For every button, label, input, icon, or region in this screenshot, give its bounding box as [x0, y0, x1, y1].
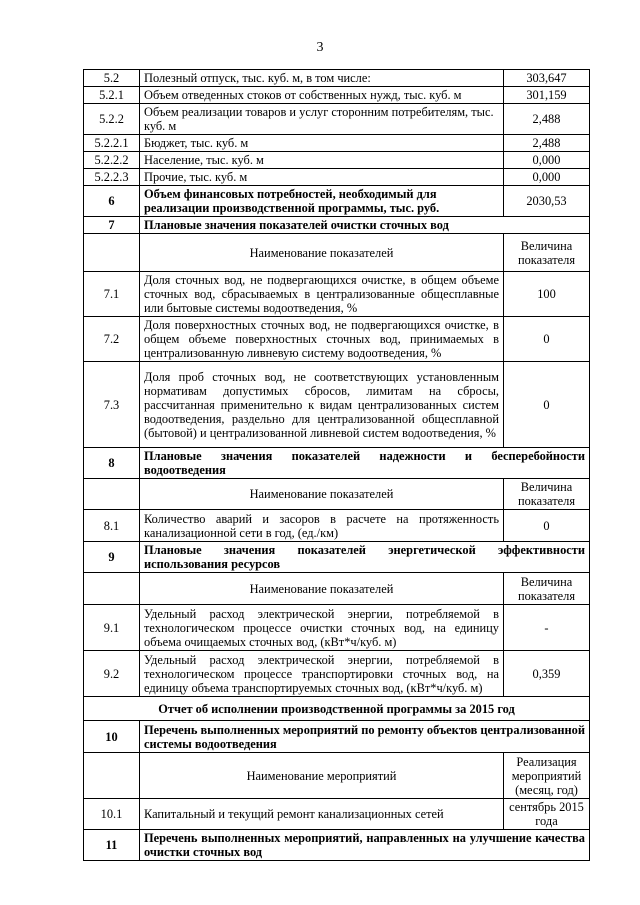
row-value: 303,647	[504, 70, 590, 87]
row-value: сентябрь 2015 года	[504, 799, 590, 830]
row-text: Объем финансовых потребностей, необходимый для реализации производственной программы, тыс. руб.	[140, 186, 504, 217]
table-row	[84, 362, 590, 448]
column-header-row	[84, 234, 590, 272]
table-row	[84, 152, 590, 169]
row-value: 0	[504, 510, 590, 542]
row-value: 100	[504, 272, 590, 317]
section-title: Перечень выполненных мероприятий по ремонту объектов централизованной системы водоотведения	[140, 721, 590, 753]
row-text: Удельный расход электрической энергии, потребляемой в технологическом процессе очистки сточных вод, на единицу объема очищаемых сточных вод, (кВт*ч/куб. м)	[140, 605, 504, 651]
table-row	[84, 317, 590, 362]
row-number: 5.2	[84, 70, 140, 87]
header-value: Величина показателя	[504, 234, 590, 272]
row-text: Доля сточных вод, не подвергающихся очистке, в общем объеме сточных вод, сбрасываемых в централизованные общесплавные или бытовые системы водоотведения, %	[140, 272, 504, 317]
section-number: 8	[84, 448, 140, 479]
table-row	[84, 186, 590, 217]
row-value: 0	[504, 362, 590, 448]
table-row	[84, 169, 590, 186]
report-title: Отчет об исполнении производственной программы за 2015 год	[84, 697, 590, 721]
page-number: 3	[316, 40, 324, 55]
section-title: Плановые значения показателей очистки сточных вод	[140, 217, 590, 234]
section-number: 9	[84, 542, 140, 573]
row-number: 9.2	[84, 651, 140, 697]
row-number: 7.3	[84, 362, 140, 448]
row-text: Прочие, тыс. куб. м	[140, 169, 504, 186]
header-name: Наименование показателей	[140, 234, 504, 272]
header-value: Реализация мероприятий (месяц, год)	[504, 753, 590, 799]
report-title-row	[84, 697, 590, 721]
header-value: Величина показателя	[504, 573, 590, 605]
row-number: 9.1	[84, 605, 140, 651]
row-value: 2030,53	[504, 186, 590, 217]
section-heading-row	[84, 448, 590, 479]
row-number: 7.1	[84, 272, 140, 317]
table-row	[84, 272, 590, 317]
section-heading-row	[84, 721, 590, 753]
row-value: 0,000	[504, 169, 590, 186]
section-number: 10	[84, 721, 140, 753]
header-name: Наименование показателей	[140, 573, 504, 605]
table-row	[84, 605, 590, 651]
section-heading-row	[84, 830, 590, 861]
row-text: Объем отведенных стоков от собственных нужд, тыс. куб. м	[140, 87, 504, 104]
row-value: 0,359	[504, 651, 590, 697]
row-number: 5.2.2	[84, 104, 140, 135]
row-value: 301,159	[504, 87, 590, 104]
table-row	[84, 104, 590, 135]
row-text: Доля проб сточных вод, не соответствующих установленным нормативам допустимых сбросов, лимитам на сбросы, рассчитанная применительно к видам централизованных систем водоотведения, раздельно для централизованной общесплавной (бытовой) и централизованной ливневой систем водоотведения, %	[140, 362, 504, 448]
column-header-row	[84, 573, 590, 605]
production-program-table	[83, 69, 590, 861]
row-text: Объем реализации товаров и услуг сторонним потребителям, тыс. куб. м	[140, 104, 504, 135]
row-number: 5.2.2.3	[84, 169, 140, 186]
table-row	[84, 799, 590, 830]
section-heading-row	[84, 542, 590, 573]
row-text: Удельный расход электрической энергии, потребляемой в технологическом процессе транспортировки сточных вод, на единицу объема транспортируемых сточных вод, (кВт*ч/куб. м)	[140, 651, 504, 697]
table-row	[84, 70, 590, 87]
header-value: Величина показателя	[504, 479, 590, 510]
row-number: 6	[84, 186, 140, 217]
table-row	[84, 87, 590, 104]
row-text: Полезный отпуск, тыс. куб. м, в том числе:	[140, 70, 504, 87]
section-title: Плановые значения показателей надежности и бесперебойности водоотведения	[140, 448, 590, 479]
table-row	[84, 651, 590, 697]
table-row	[84, 135, 590, 152]
row-number: 10.1	[84, 799, 140, 830]
row-value: 2,488	[504, 104, 590, 135]
header-name: Наименование мероприятий	[140, 753, 504, 799]
column-header-row	[84, 479, 590, 510]
row-number: 8.1	[84, 510, 140, 542]
row-text: Население, тыс. куб. м	[140, 152, 504, 169]
section-number: 11	[84, 830, 140, 861]
row-number: 5.2.2.2	[84, 152, 140, 169]
row-value: 2,488	[504, 135, 590, 152]
header-name: Наименование показателей	[140, 479, 504, 510]
row-text: Бюджет, тыс. куб. м	[140, 135, 504, 152]
row-value: -	[504, 605, 590, 651]
row-value: 0	[504, 317, 590, 362]
row-number: 5.2.1	[84, 87, 140, 104]
row-number: 5.2.2.1	[84, 135, 140, 152]
column-header-row	[84, 753, 590, 799]
section-heading-row	[84, 217, 590, 234]
section-title: Плановые значения показателей энергетической эффективности использования ресурсов	[140, 542, 590, 573]
section-number: 7	[84, 217, 140, 234]
section-title: Перечень выполненных мероприятий, направленных на улучшение качества очистки сточных вод	[140, 830, 590, 861]
row-text: Количество аварий и засоров в расчете на протяженность канализационной сети в год, (ед./км)	[140, 510, 504, 542]
row-value: 0,000	[504, 152, 590, 169]
row-text: Капитальный и текущий ремонт канализационных сетей	[140, 799, 504, 830]
row-number: 7.2	[84, 317, 140, 362]
row-text: Доля поверхностных сточных вод, не подвергающихся очистке, в общем объеме поверхностных сточных вод, принимаемых в централизованную ливневую систему водоотведения, %	[140, 317, 504, 362]
table-row	[84, 510, 590, 542]
